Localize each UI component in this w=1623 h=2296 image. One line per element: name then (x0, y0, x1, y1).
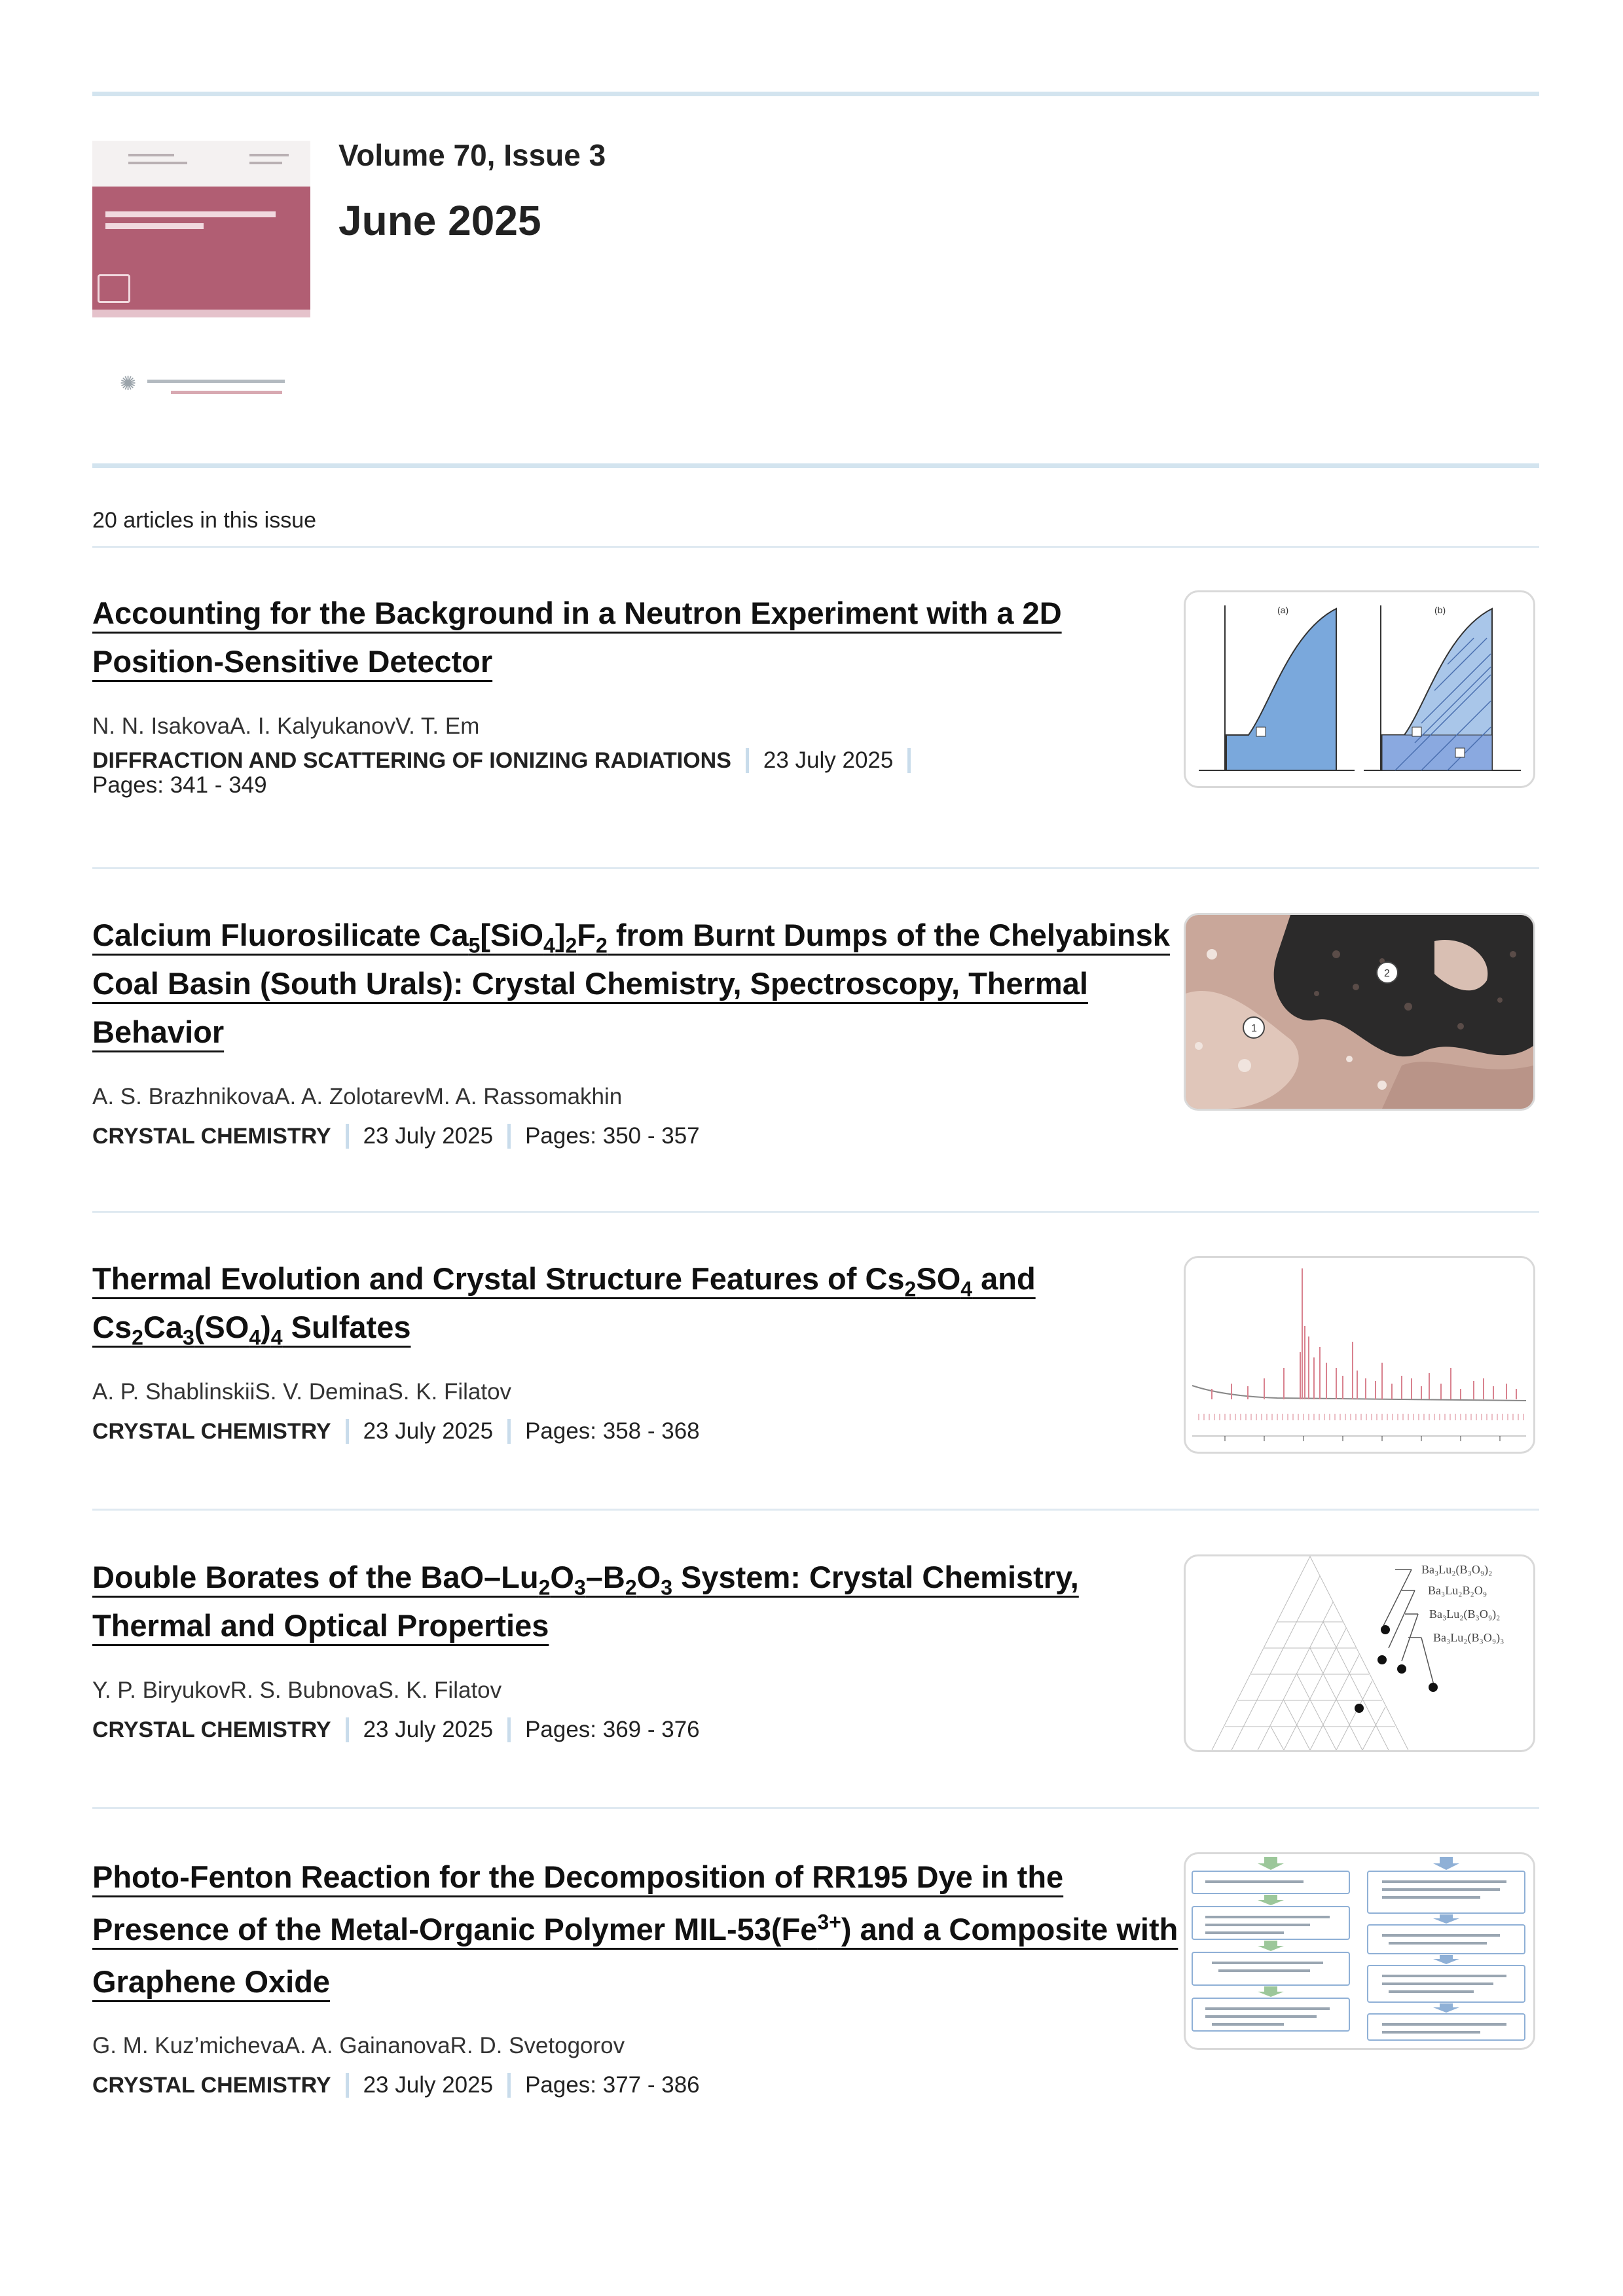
article-item (92, 1255, 1179, 1447)
article-count: 20 articles in this issue (92, 508, 317, 533)
issue-month: June 2025 (338, 197, 541, 244)
header-divider (92, 463, 1539, 468)
diffraction-pattern-icon (1186, 1258, 1533, 1452)
article-meta (92, 2070, 1179, 2101)
article-title-link[interactable]: Photo-Fenton Reaction for the Decomposition of RR195 Dye in the Presence of the Metal-Organic Polymer MIL-$53(Fe^{3+})$ and a Composite with Graphene Oxide (92, 1859, 1178, 1999)
meta-separator (907, 748, 911, 773)
meta-separator (507, 2073, 511, 2098)
meta-separator (346, 1419, 349, 1444)
article-authors: A. S. BrazhnikovaA. A. ZolotarevM. A. Rassomakhin (92, 1084, 623, 1109)
article-divider (92, 1211, 1539, 1213)
process-flowchart-icon (1186, 1854, 1533, 2048)
svg-text:1: 1 (1251, 1023, 1257, 1034)
list-top-divider (92, 546, 1539, 548)
article-item (92, 1553, 1179, 1746)
article-thumbnail[interactable] (1184, 590, 1535, 788)
article-title (92, 1851, 1179, 2008)
article-thumbnail[interactable] (1184, 1852, 1535, 2050)
article-title-link[interactable]: Double Borates of the BaO–$Lu_2O_3-B_2O_3$ System: Crystal Chemistry, Thermal and Optical Properties (92, 1560, 1079, 1643)
article-pages: Pages: 358 - 368 (525, 1418, 700, 1444)
article-title-link[interactable]: Calcium Fluorosilicate $Ca_5[SiO_4]_2F_2$ from Burnt Dumps of the Chelyabinsk Coal Basin (South Urals): Crystal Chemistry, Spectroscopy, Thermal Behavior (92, 918, 1170, 1049)
article-category[interactable]: CRYSTAL CHEMISTRY (92, 2073, 331, 2098)
svg-text:(b): (b) (1434, 605, 1446, 615)
article-title-link[interactable]: Thermal Evolution and Crystal Structure Features of $Cs_2SO_4$ and $Cs_2Ca_3(SO_4)_4$ Sulfates (92, 1261, 1036, 1350)
mineral-micrograph-icon (1186, 915, 1533, 1109)
article-meta (92, 745, 1179, 808)
ternary-phase-diagram-icon (1186, 1556, 1533, 1750)
article-meta (92, 1121, 1179, 1152)
meta-separator (346, 2073, 349, 2098)
article-title-link[interactable]: Accounting for the Background in a Neutron Experiment with a 2D Position-Sensitive Detector (92, 596, 1062, 679)
article-pages: Pages: 350 - 357 (525, 1123, 700, 1149)
article-authors: A. P. ShablinskiiS. V. DeminaS. K. Filatov (92, 1379, 512, 1405)
cover-header (92, 141, 310, 187)
meta-separator (346, 1717, 349, 1742)
article-category[interactable]: CRYSTAL CHEMISTRY (92, 1419, 331, 1444)
meta-separator (346, 1124, 349, 1149)
journal-cover-image[interactable] (92, 141, 310, 409)
article-date: 23 July 2025 (363, 1418, 494, 1444)
article-category[interactable]: CRYSTAL CHEMISTRY (92, 1717, 331, 1742)
publisher-logo (120, 373, 297, 399)
svg-text:(a): (a) (1277, 605, 1289, 615)
meta-separator (507, 1419, 511, 1444)
publisher-star-icon: ✺ (120, 373, 137, 395)
article-pages: Pages: 369 - 376 (525, 1717, 700, 1742)
article-title (92, 1553, 1179, 1650)
article-thumbnail[interactable] (1184, 1554, 1535, 1752)
article-divider (92, 867, 1539, 869)
article-meta (92, 1416, 1179, 1447)
top-divider (92, 92, 1539, 96)
article-item (92, 589, 1179, 808)
article-pages: Pages: 341 - 349 (92, 772, 267, 798)
svg-text:2: 2 (1384, 968, 1390, 979)
article-meta (92, 1714, 1179, 1746)
article-authors: G. M. Kuz’michevaA. A. GainanovaR. D. Svetogorov (92, 2033, 625, 2058)
article-pages: Pages: 377 - 386 (525, 2072, 700, 2098)
article-date: 23 July 2025 (363, 1123, 494, 1149)
article-thumbnail[interactable] (1184, 1256, 1535, 1454)
article-date: 23 July 2025 (763, 747, 894, 773)
article-date: 23 July 2025 (363, 2072, 494, 2098)
article-item (92, 911, 1179, 1152)
volume-issue: Volume 70, Issue 3 (338, 138, 606, 172)
svg-text:Ba₃Lu₂(B₃O₉)₂: Ba₃Lu₂(B₃O₉)₂ (1421, 1563, 1493, 1576)
svg-text:Ba₃Lu₂B₂O₉: Ba₃Lu₂B₂O₉ (1428, 1584, 1487, 1597)
article-date: 23 July 2025 (363, 1717, 494, 1742)
cover-emblem-icon (98, 274, 130, 303)
article-item (92, 1851, 1179, 2101)
article-title (92, 911, 1179, 1056)
article-authors: N. N. IsakovaA. I. KalyukanovV. T. Em (92, 713, 480, 739)
article-category[interactable]: DIFFRACTION AND SCATTERING OF IONIZING RADIATIONS (92, 748, 731, 773)
article-category[interactable]: CRYSTAL CHEMISTRY (92, 1124, 331, 1149)
article-divider (92, 1807, 1539, 1809)
meta-separator (507, 1124, 511, 1149)
article-title (92, 1255, 1179, 1352)
article-divider (92, 1509, 1539, 1511)
article-title (92, 589, 1179, 686)
cover-title-band (92, 187, 310, 317)
svg-text:Ba₃Lu₂(B₃O₉)₃: Ba₃Lu₂(B₃O₉)₃ (1433, 1631, 1504, 1644)
meta-separator (746, 748, 749, 773)
article-authors: Y. P. BiryukovR. S. BubnovaS. K. Filatov (92, 1677, 502, 1703)
svg-text:Ba₃Lu₂(B₃O₉)₂: Ba₃Lu₂(B₃O₉)₂ (1429, 1607, 1501, 1621)
background-area-graph-icon (1186, 592, 1533, 786)
meta-separator (507, 1717, 511, 1742)
article-thumbnail[interactable] (1184, 913, 1535, 1111)
